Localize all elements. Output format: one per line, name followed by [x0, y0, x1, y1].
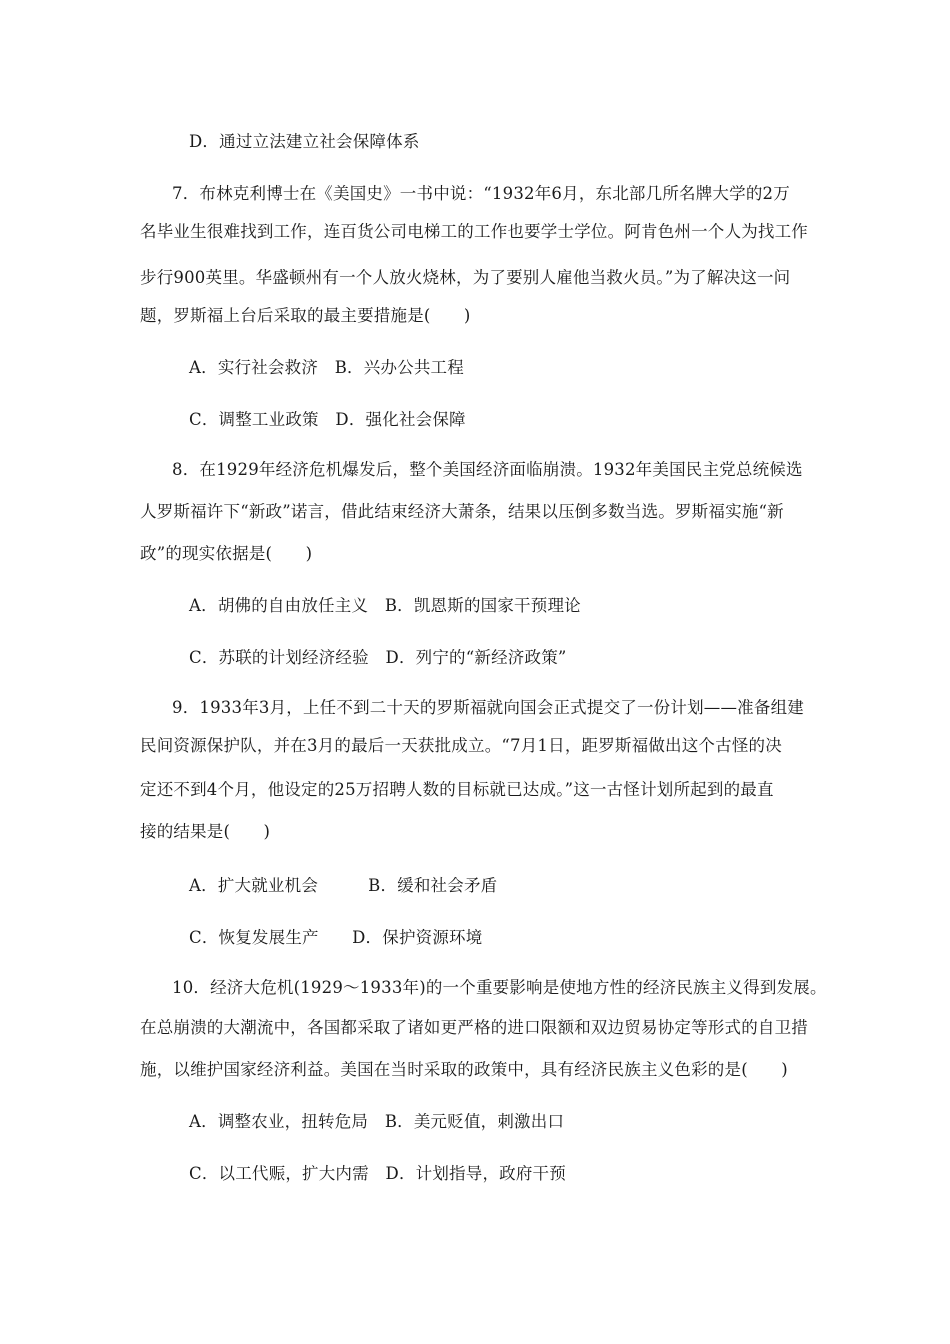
question-8-options-ab: A．胡佛的自由放任主义 B．凯恩斯的国家干预理论 [189, 596, 581, 615]
question-9-line-4: 接的结果是( ) [140, 822, 271, 841]
question-10-line-2: 在总崩溃的大潮流中，各国都采取了诸如更严格的进口限额和双边贸易协定等形式的自卫措 [140, 1018, 808, 1037]
question-10-options-cd: C．以工代赈，扩大内需 D．计划指导，政府干预 [189, 1164, 566, 1183]
question-7-line-1: 7．布林克利博士在《美国史》一书中说：“1932年6月，东北部几所名牌大学的2万 [172, 184, 790, 203]
question-9-line-2: 民间资源保护队，并在3月的最后一天获批成立。“7月1日，距罗斯福做出这个古怪的决 [140, 736, 782, 755]
question-7-options-ab: A．实行社会救济 B．兴办公共工程 [189, 358, 464, 377]
question-9-line-3: 定还不到4个月，他设定的25万招聘人数的目标就已达成。”这一古怪计划所起到的最直 [140, 780, 774, 799]
question-9-line-1: 9．1933年3月，上任不到二十天的罗斯福就向国会正式提交了一份计划——准备组建 [172, 698, 804, 717]
question-8-options-cd: C．苏联的计划经济经验 D．列宁的“新经济政策” [189, 648, 567, 667]
question-10-line-1: 10．经济大危机(1929～1933年)的一个重要影响是使地方性的经济民族主义得到发展。 [172, 978, 827, 997]
question-10-options-ab: A．调整农业，扭转危局 B．美元贬值，刺激出口 [189, 1112, 565, 1131]
question-8-line-2: 人罗斯福许下“新政”诺言，借此结束经济大萧条，结果以压倒多数当选。罗斯福实施“新 [140, 502, 784, 521]
question-10-line-3: 施，以维护国家经济利益。美国在当时采取的政策中，具有经济民族主义色彩的是( ) [140, 1060, 788, 1079]
option-6d: D．通过立法建立社会保障体系 [189, 132, 420, 151]
question-7-line-2: 名毕业生很难找到工作，连百货公司电梯工的工作也要学士学位。阿肯色州一个人为找工作 [140, 222, 808, 241]
question-9-options-cd: C．恢复发展生产 D．保护资源环境 [189, 928, 483, 947]
question-8-line-3: 政”的现实依据是( ) [140, 544, 313, 563]
question-9-options-ab: A．扩大就业机会 B．缓和社会矛盾 [189, 876, 498, 895]
question-8-line-1: 8．在1929年经济危机爆发后，整个美国经济面临崩溃。1932年美国民主党总统候选 [172, 460, 803, 479]
question-7-line-4: 题，罗斯福上台后采取的最主要措施是( ) [140, 306, 471, 325]
question-7-options-cd: C．调整工业政策 D．强化社会保障 [189, 410, 466, 429]
question-7-line-3: 步行900英里。华盛顿州有一个人放火烧林，为了要别人雇他当救火员。”为了解决这一问 [140, 268, 791, 287]
